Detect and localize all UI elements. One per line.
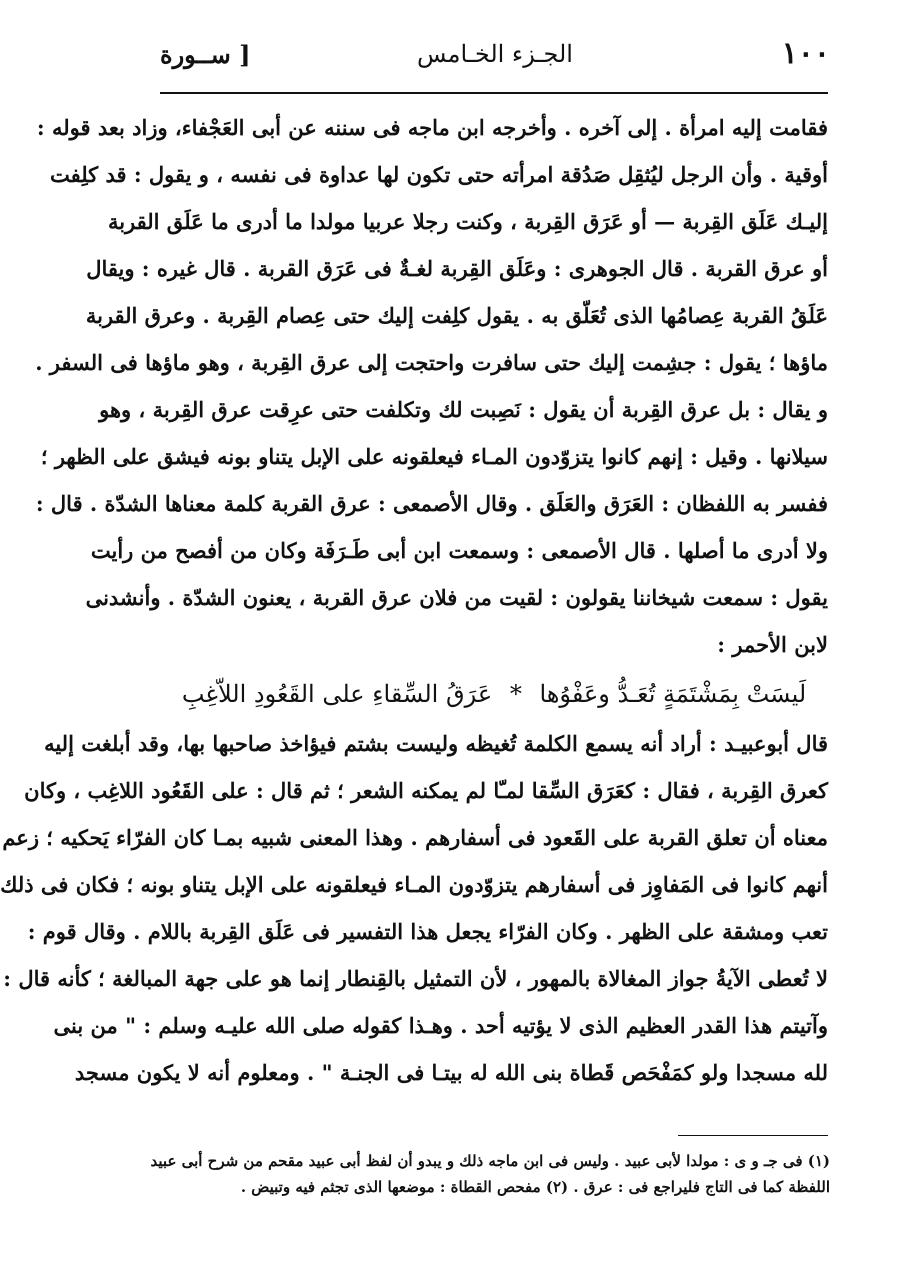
page-number: ١٠٠ (781, 36, 830, 71)
text-line: و يقال : بل عرق القِربة أن يقول : نَصِبت لك وتكلفت حتى عرِقت عرق القِربة ، وهو (99, 397, 828, 422)
text-line: ففسر به اللفظان : العَرَق والعَلَق . وقال الأصمعى : عرق القربة كلمة معناها الشدّة . قال : (35, 491, 828, 516)
footnote-rule (678, 1135, 828, 1136)
footnote-line: (١) فى جـ و ى : مولدا لأبى عبيد . وليس فى ابن ماجه ذلك و يبدو أن لفظ أبى عبيد مقحم من شرح أبى عبيد (150, 1152, 830, 1170)
text-line: يقول : سمعت شيخاننا يقولون : لقيت من فلان عرق القربة ، يعنون الشدّة . وأنشدنى (85, 585, 828, 610)
text-line: لا تُعطى الآيةُ جواز المغالاة بالمهور ، لأن التمثيل بالقِنطار إنما هو على جهة المبالغة ؛ كأنه قال : (3, 966, 828, 991)
text-line: لله مسجدا ولو كمَفْحَص قَطاة بنى الله له بيتـا فى الجنـة " . ومعلوم أنه لا يكون مسجد (74, 1060, 828, 1085)
verse-second-hemistich: عَرَقُ السِّقاءِ على القَعُودِ اللاّغِبِ (181, 680, 493, 708)
text-line: فقامت إليه امرأة . إلى آخره . وأخرجه ابن ماجه فى سننه عن أبى العَجْفاء، وزاد بعد قوله : (36, 115, 828, 140)
page-header (160, 36, 830, 88)
footnote-line: اللفظة كما فى التاج فليراجع فى : عرق . (٢) مفحص القطاة : موضعها الذى تجثم فيه وتبيض . (240, 1178, 830, 1196)
text-line: عَلَقُ القربة عِصامُها الذى تُعَلّق به . يقول كلِفت إليك حتى عِصام القِربة . وعرق القربة (85, 303, 828, 328)
text-line: كعرق القِربة ، فقال : كعَرَق السِّقا لمـّا لم يمكنه الشعر ؛ ثم قال : على القَعُود اللاغِب ، وكان (24, 778, 828, 803)
surah-label: [ ســورة (160, 40, 251, 69)
verse-first-hemistich: لَيسَتْ بِمَشْتَمَةٍ تُعَـدُّ وعَفْوُها (539, 680, 807, 708)
text-line: قال أبوعبيـد : أراد أنه يسمع الكلمة تُغيظه وليست بشتم فيؤاخذ صاحبها بها، وقد أبلغت إليه (44, 731, 828, 756)
text-line: معناه أن تعلق القربة على القَعود فى أسفارهم . وهذا المعنى شبيه بمـا كان الفرّاء يَحكيه ؛ زعم (2, 825, 828, 850)
text-line: سيلانها . وقيل : إنهم كانوا يتزوّدون المـاء فيعلقونه على الإبل يتناو بونه فيشق على الظهر ؛ (40, 444, 828, 469)
text-line: لابن الأحمر : (717, 632, 828, 657)
text-line: أنهم كانوا فى المَفاوِز فى أسفارهم يتزوّدون المـاء فيعلقونه على الإبل يتناو بونه ؛ فكان فى ذلك (0, 872, 828, 897)
text-line: إليـك عَلَق القِربة — أو عَرَق القِربة ، وكنت رجلا عربيا مولدا ما أدرى ما عَلَق القربة (107, 209, 828, 234)
running-head: الجـزء الخـامس (417, 40, 573, 68)
text-line: ولا أدرى ما أصلها . قال الأصمعى : وسمعت ابن أبى طَـرَفَة وكان من أفصح من رأيت (90, 538, 828, 563)
header-rule (160, 92, 828, 94)
verse-separator: * (509, 680, 522, 708)
footnotes (150, 1148, 830, 1200)
poetry-verse (160, 668, 828, 720)
text-line: أو عرق القربة . قال الجوهرى : وعَلَق القِربة لغـةٌ فى عَرَق القربة . قال غيره : ويقال (86, 256, 828, 281)
text-line: وآتيتم هذا القدر العظيم الذى لا يؤتيه أحد . وهـذا كقوله صلى الله عليـه وسلم : " من بنى (53, 1013, 828, 1038)
text-line: ماؤها ؛ يقول : جشِمت إليك حتى سافرت واحتجت إلى عرق القِربة ، وهو ماؤها فى السفر . (35, 350, 828, 375)
body-text (0, 104, 828, 1096)
text-line: أوقية . وأن الرجل ليُثقِل صَدُقة امرأته حتى تكون لها عداوة فى نفسه ، و يقول : قد كلِفت (49, 162, 828, 187)
text-line: تعب ومشقة على الظهر . وكان الفرّاء يجعل هذا التفسير فى عَلَق القِربة باللام . وقال قوم : (27, 919, 828, 944)
